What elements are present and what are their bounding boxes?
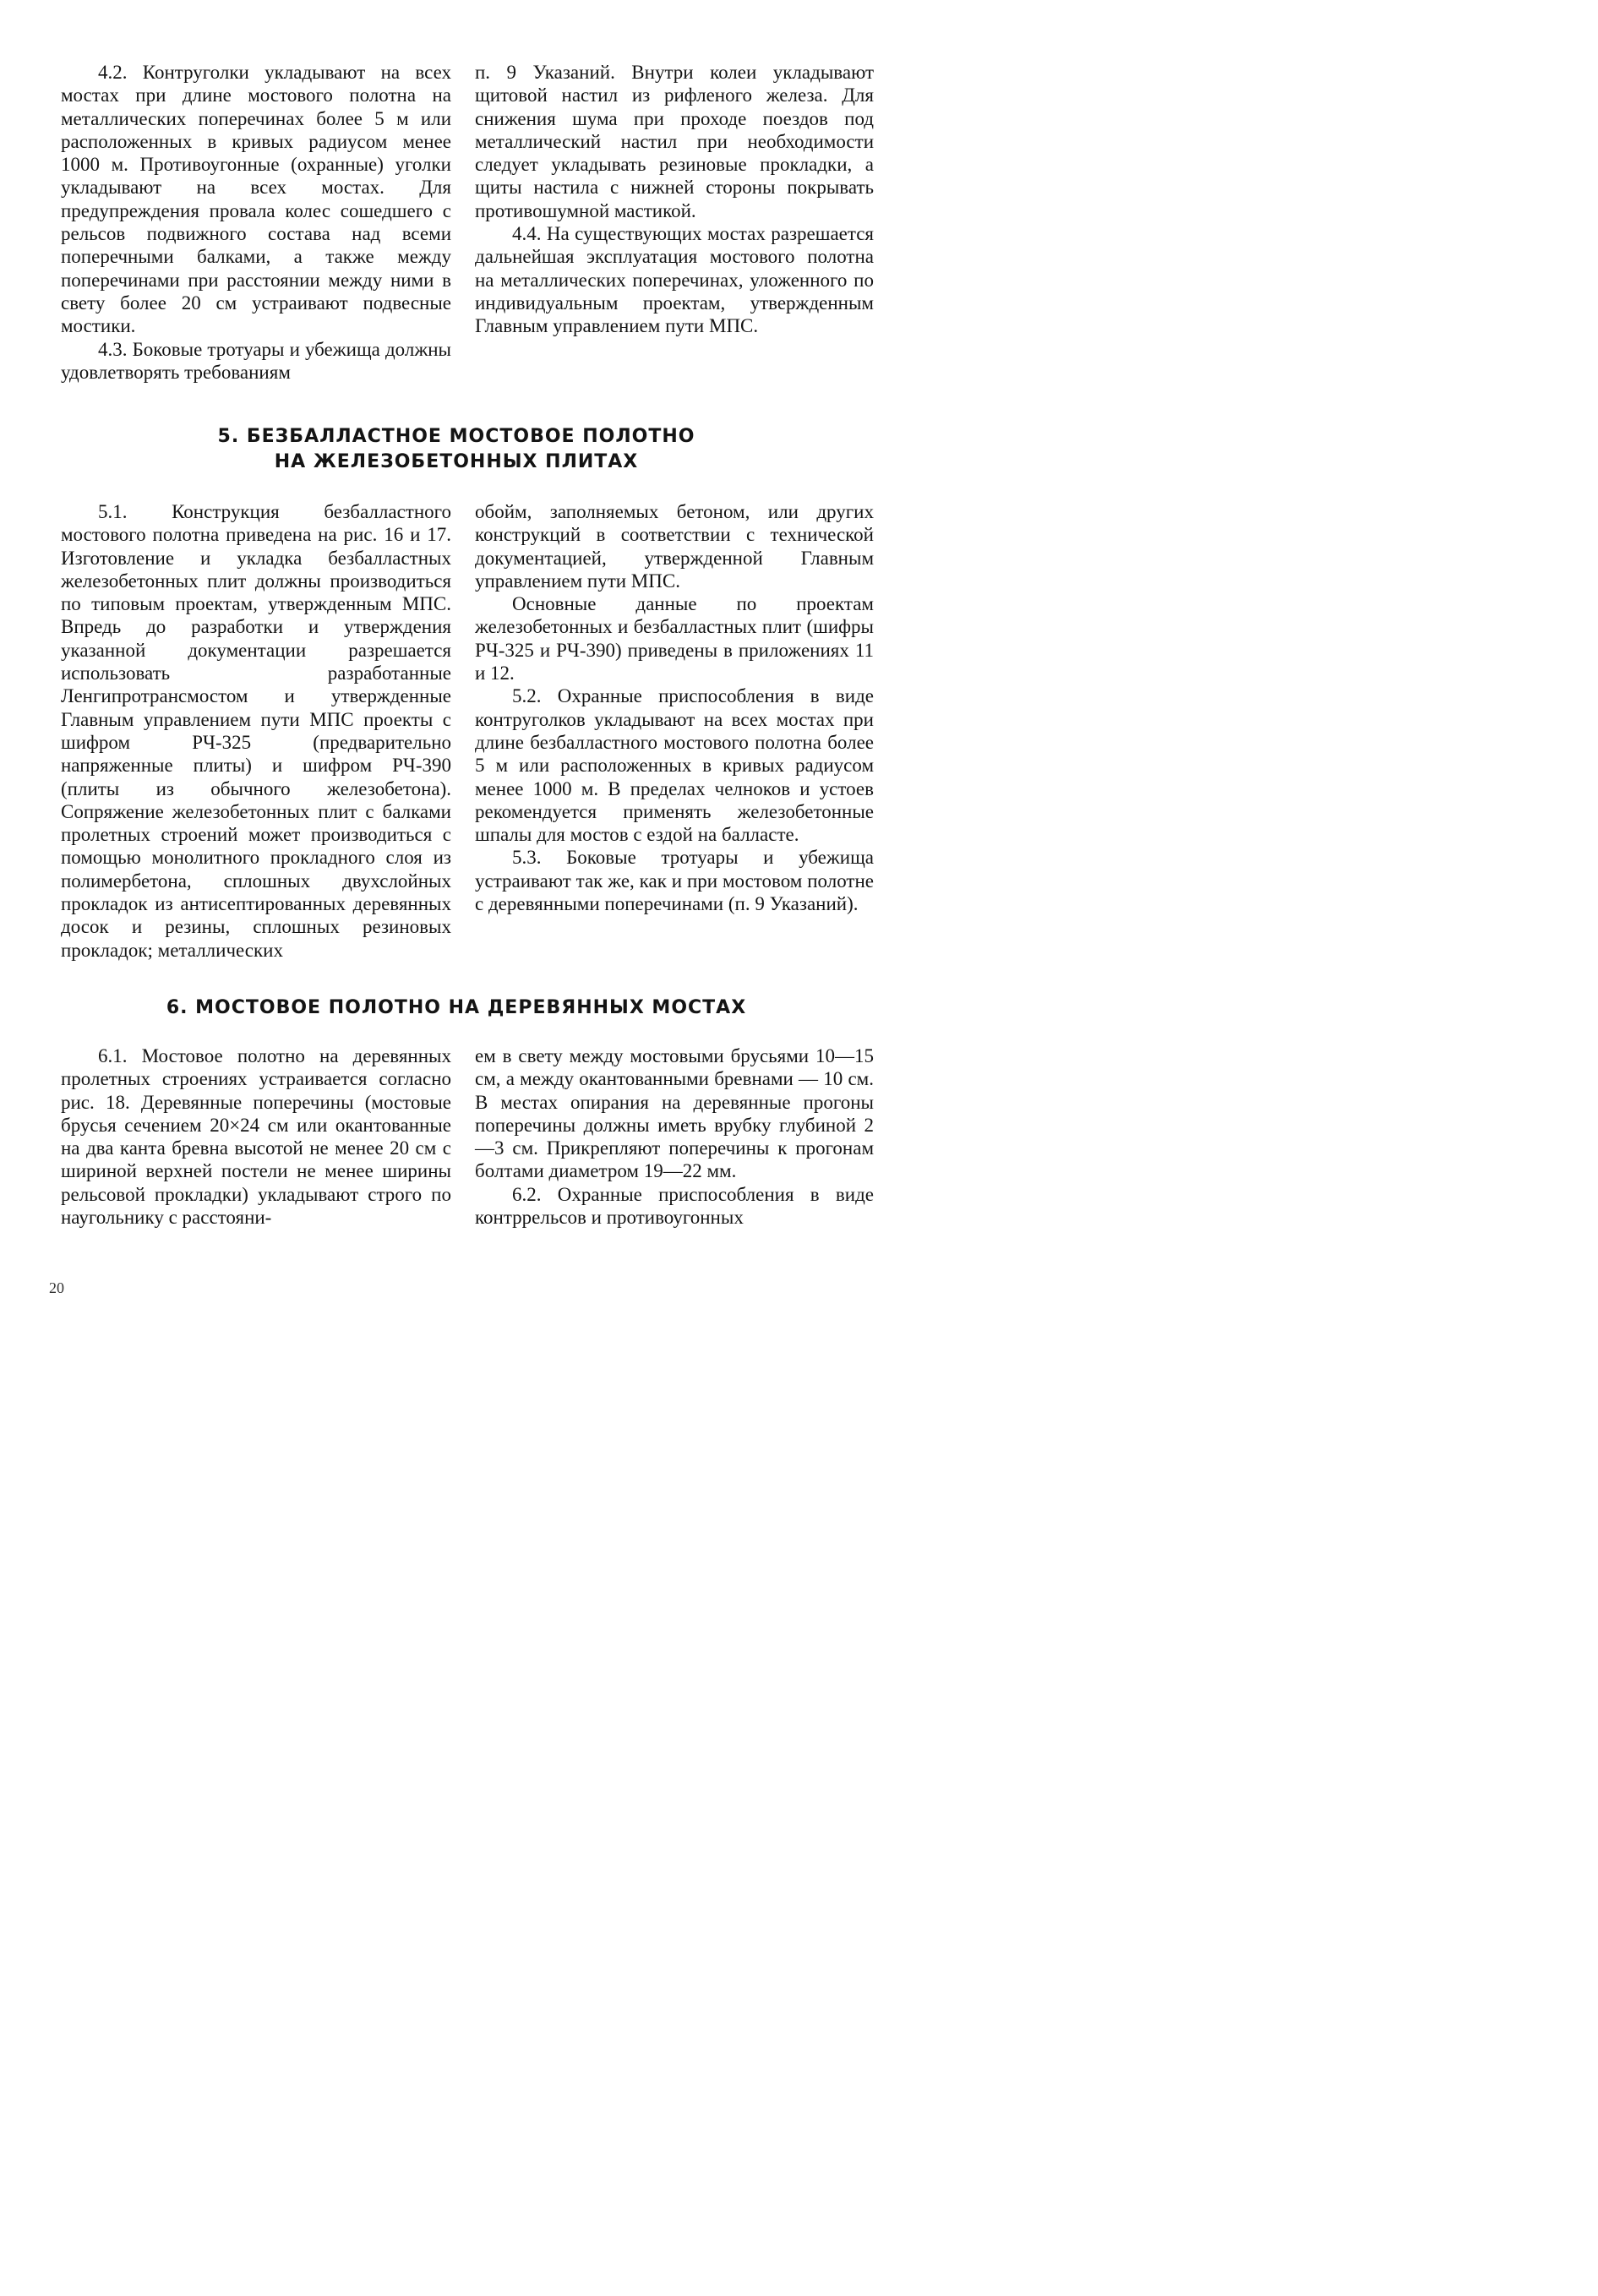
text-column-right bbox=[475, 1044, 874, 1229]
paragraph-continuation: п. 9 Указаний. Внутри колеи укладывают щитовой настил из рифленого железа. Для снижения шума при проходе поездов под металлический настил при необходимости следует укладывать резиновые прокладки, а щиты настила с нижней стороны покрывать противошумной мастикой. bbox=[475, 62, 874, 221]
paragraph-continuation: ем в свету между мостовыми брусьями 10—15 см, а между окантованными бревнами — 10 см. В местах опирания на деревянные прогоны поперечины должны иметь врубку глубиной 2—3 см. Прикрепляют поперечины к прогонам болтами диаметром 19—22 мм. bbox=[475, 1045, 874, 1182]
heading-line: 5. БЕЗБАЛЛАСТНОЕ МОСТОВОЕ ПОЛОТНО bbox=[217, 426, 695, 447]
page-number: 20 bbox=[49, 1279, 64, 1296]
paragraph-5-1: 5.1. Конструкция безбалластного мостового полотна приведена на рис. 16 и 17. Изготовление и укладка безбалластных железобетонных плит должны производиться по типовым проектам, утвержденным МПС. Впредь до разработки и утверждения указанной документации разрешается использовать разработанные Ленгипротрансмостом и утвержденные Главным управлением пути МПС проекты с шифром РЧ-325 (предварительно напряженные плиты) и шифром РЧ-390 (плиты из обычного железобетона). Сопряжение железобетонных плит с балками пролетных строений может производиться с помощью монолитного прокладного слоя из полимербетона, сплошных двухслойных прокладок из антисептированных деревянных досок и резины, сплошных резиновых прокладок; металлических bbox=[61, 501, 451, 961]
heading-line: 6. МОСТОВОЕ ПОЛОТНО НА ДЕРЕВЯННЫХ МОСТАХ bbox=[166, 997, 747, 1018]
text-column-left bbox=[61, 1044, 451, 1229]
section-heading-6 bbox=[85, 995, 828, 1021]
document-page bbox=[0, 0, 913, 1312]
paragraph-5-3: 5.3. Боковые тротуары и убежища устраивают так же, как и при мостовом полотне с деревянными поперечинами (п. 9 Указаний). bbox=[475, 847, 874, 915]
heading-line: НА ЖЕЛЕЗОБЕТОННЫХ ПЛИТАХ bbox=[274, 451, 639, 472]
paragraph-continuation: обойм, заполняемых бетоном, или других конструкций в соответствии с технической документацией, утвержденной Главным управлением пути МПС. bbox=[475, 501, 874, 592]
text-column-left bbox=[61, 500, 451, 962]
section-heading-5 bbox=[85, 424, 828, 475]
paragraph-4-3: 4.3. Боковые тротуары и убежища должны удовлетворять требованиям bbox=[61, 338, 451, 383]
paragraph-main-data: Основные данные по проектам железобетонных и безбалластных плит (шифры РЧ-325 и РЧ-390) приведены в приложениях 11 и 12. bbox=[475, 593, 874, 684]
paragraph-4-4: 4.4. На существующих мостах разрешается дальнейшая эксплуатация мостового полотна на металлических поперечинах, уложенного по индивидуальным проектам, утвержденным Главным управлением пути МПС. bbox=[475, 223, 874, 337]
paragraph-6-1: 6.1. Мостовое полотно на деревянных пролетных строениях устраивается согласно рис. 18. Деревянные поперечины (мостовые брусья сечением 20×24 см или окантованные на два канта бревна высотой не менее 20 см с шириной верхней постели не менее ширины рельсовой прокладки) укладывают строго по наугольнику с расстояни- bbox=[61, 1045, 451, 1229]
paragraph-5-2: 5.2. Охранные приспособления в виде контруголков укладывают на всех мостах при длине безбалластного мостового полотна более 5 м или расположенных в кривых радиусом менее 1000 м. В пределах челноков и устоев рекомендуется применять железобетонные шпалы для мостов с ездой на балласте. bbox=[475, 685, 874, 846]
text-column-right bbox=[475, 61, 874, 338]
text-column-left bbox=[61, 61, 451, 384]
text-column-right bbox=[475, 500, 874, 915]
paragraph-4-2: 4.2. Контруголки укладывают на всех мостах при длине мостового полотна на металлических поперечинах более 5 м или расположенных в кривых радиусом менее 1000 м. Противоугонные (охранные) уголки укладывают на всех мостах. Для предупреждения провала колес сошедшего с рельсов подвижного состава над всеми поперечными балками, а также между поперечинами при расстоянии между ними в свету более 20 см устраивают подвесные мостики. bbox=[61, 62, 451, 337]
paragraph-6-2: 6.2. Охранные приспособления в виде контррельсов и противоугонных bbox=[475, 1183, 874, 1229]
